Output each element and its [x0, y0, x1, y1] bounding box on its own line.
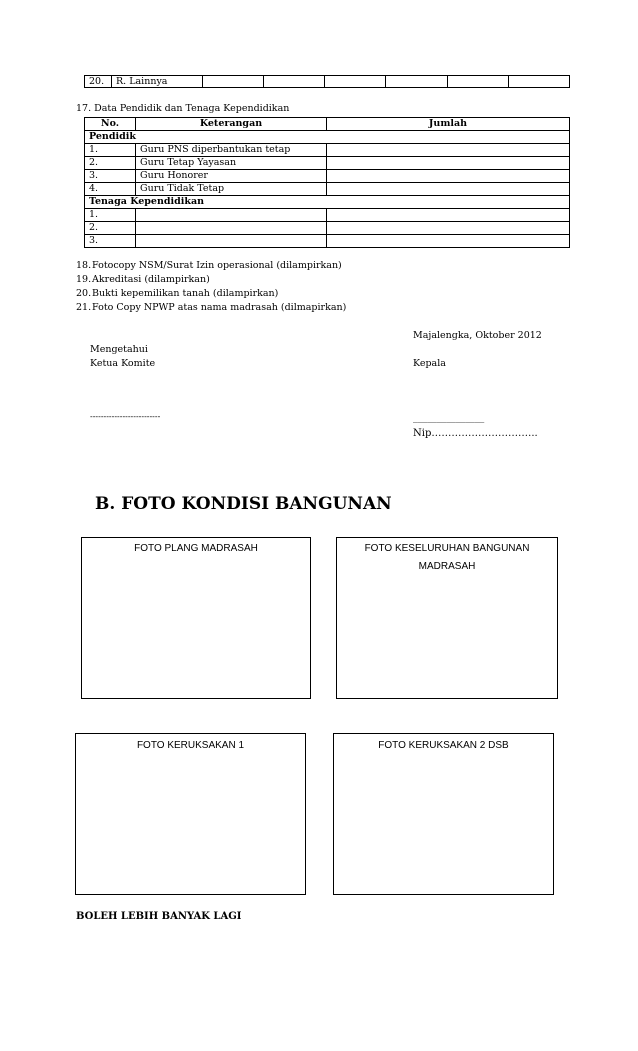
table-row	[85, 157, 570, 170]
photo-box-plang: FOTO PLANG MADRASAH	[81, 537, 311, 699]
top-table	[84, 75, 570, 88]
list-item: 18. Fotocopy NSM/Surat Izin operasional (dilampirkan)	[76, 260, 342, 271]
cell	[447, 76, 508, 88]
cell-ket: Guru Tidak Tetap	[136, 183, 327, 196]
cell-ket: Guru PNS diperbantukan tetap	[136, 144, 327, 157]
table-row	[85, 222, 570, 235]
group-pendidik: Pendidik	[85, 131, 570, 144]
cell-no: 4.	[85, 183, 136, 196]
kepala-label: Kepala	[413, 358, 446, 369]
list-item: 20. Bukti kepemilikan tanah (dilampirkan)	[76, 288, 279, 299]
cell	[508, 76, 569, 88]
photo-box-kerusakan-2: FOTO KERUKSAKAN 2 DSB	[333, 733, 554, 895]
table-row	[85, 183, 570, 196]
header-no: No.	[85, 118, 136, 131]
cell-jumlah	[327, 183, 570, 196]
ketua-komite-label: Ketua Komite	[90, 358, 156, 369]
nip-field: Nip…………………………..	[413, 428, 538, 439]
cell-jumlah	[327, 144, 570, 157]
header-keterangan: Keterangan	[136, 118, 327, 131]
cell-no: 2.	[85, 222, 136, 235]
table-row	[85, 170, 570, 183]
group-tenaga: Tenaga Kependidikan	[85, 196, 570, 209]
cell-ket: Guru Tetap Yayasan	[136, 157, 327, 170]
cell-ket	[136, 222, 327, 235]
cell-no: 1.	[85, 209, 136, 222]
list-item: 19. Akreditasi (dilampirkan)	[76, 274, 210, 285]
cell-jumlah	[327, 209, 570, 222]
table-row	[85, 144, 570, 157]
row-no: 20.	[85, 76, 112, 88]
cell-no: 1.	[85, 144, 136, 157]
cell-jumlah	[327, 222, 570, 235]
right-signature-line: _______________	[413, 412, 485, 423]
staff-table	[84, 117, 570, 248]
place-date: Majalengka, Oktober 2012	[413, 330, 542, 341]
cell-ket	[136, 209, 327, 222]
cell	[203, 76, 264, 88]
cell-jumlah	[327, 170, 570, 183]
section-17-title: 17. Data Pendidik dan Tenaga Kependidikan	[76, 103, 290, 114]
cell-jumlah	[327, 157, 570, 170]
cell-no: 2.	[85, 157, 136, 170]
table-row	[85, 209, 570, 222]
mengetahui-label: Mengetahui	[90, 344, 148, 355]
list-item: 21. Foto Copy NPWP atas nama madrasah (dilmapirkan)	[76, 302, 347, 313]
cell-ket: Guru Honorer	[136, 170, 327, 183]
photo-box-keseluruhan: FOTO KESELURUHAN BANGUNAN MADRASAH	[336, 537, 558, 699]
cell-no: 3.	[85, 235, 136, 248]
header-jumlah: Jumlah	[327, 118, 570, 131]
row-label: R. Lainnya	[112, 76, 203, 88]
table-row	[85, 235, 570, 248]
photo-box-kerusakan-1: FOTO KERUKSAKAN 1	[75, 733, 306, 895]
section-b-title: B. FOTO KONDISI BANGUNAN	[95, 494, 392, 514]
cell	[325, 76, 386, 88]
left-signature-line: --------------------------	[90, 412, 161, 421]
footer-note: BOLEH LEBIH BANYAK LAGI	[76, 911, 242, 922]
cell-no: 3.	[85, 170, 136, 183]
cell-ket	[136, 235, 327, 248]
cell	[386, 76, 447, 88]
cell-jumlah	[327, 235, 570, 248]
cell	[264, 76, 325, 88]
